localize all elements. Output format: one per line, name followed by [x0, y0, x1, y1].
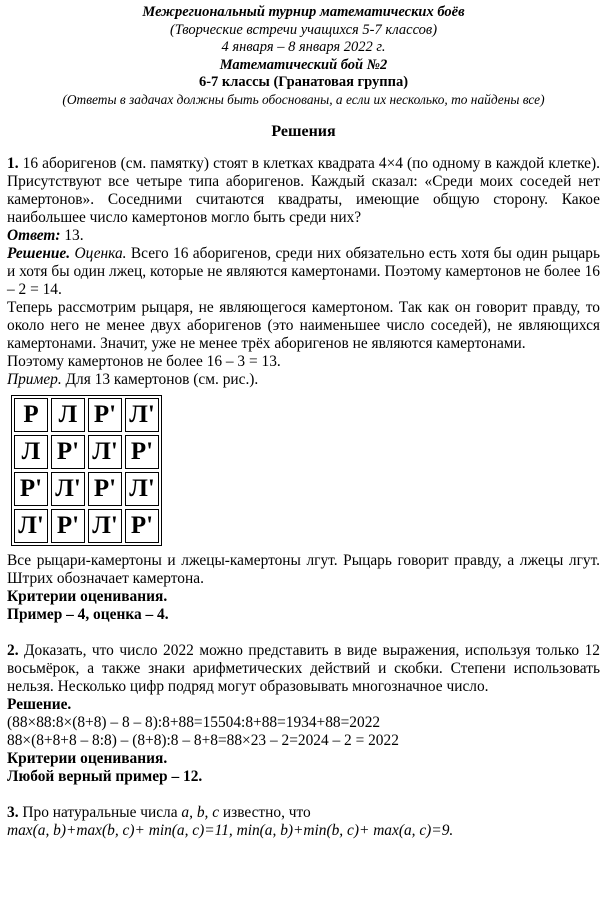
problem-1-criteria-label: Критерии оценивания. — [7, 587, 168, 605]
grid-cell: Р' — [14, 472, 48, 506]
problem-1-example — [7, 371, 600, 389]
problem-1-statement — [7, 155, 600, 227]
grid-cell: Л' — [125, 398, 159, 432]
grid-cell: Р — [14, 398, 48, 432]
example-grid — [11, 395, 162, 546]
example-text: Для 13 камертонов (см. рис.). — [61, 370, 259, 388]
problem-2-criteria: Любой верный пример – 12. — [7, 767, 203, 785]
problem-1-text: 16 аборигенов (см. памятку) стоят в клетках квадрата 4×4 (по одному в каждой клетке). Присутствуют все четыре типа аборигенов. Каждый сказал: «Среди моих соседей нет камертонов». Соседними считаются квадраты, имеющие общую сторону. Какое наибольшее число камертонов могло быть среди них? — [7, 154, 600, 226]
estimate-label: Оценка. — [70, 244, 127, 262]
problem-1-criteria: Пример – 4, оценка – 4. — [7, 605, 169, 623]
tournament-dates: 4 января – 8 января 2022 г. — [221, 39, 386, 55]
problem-2-statement — [7, 642, 600, 696]
problem-2-number: 2. — [7, 641, 19, 659]
problem-3-statement — [7, 804, 600, 822]
grid-cell: Р' — [125, 509, 159, 543]
section-title: Решения — [271, 122, 336, 140]
problem-1-reasoning: Теперь рассмотрим рыцаря, не являющегося камертоном. Так как он говорит правду, то около него не менее двух аборигенов (это наименьшее число соседей), не являющихся камертонами. Значит, уже не менее трёх аборигенов не являются камертонами. — [7, 298, 600, 352]
problem-3-number: 3. — [7, 803, 19, 821]
problem-2-solution-line-2: 88×(8+8+8 – 8:8) – (8+8):8 – 8+8=88×23 – 2=2024 – 2 = 2022 — [7, 731, 399, 749]
spacer — [7, 786, 600, 804]
battle-title: Математический бой №2 — [219, 56, 388, 73]
grid-cell: Р' — [88, 398, 122, 432]
problem-1-answer — [7, 227, 600, 245]
grid-cell: Л' — [125, 472, 159, 506]
grid-cell: Л' — [14, 509, 48, 543]
grid-explanation: Все рыцари-камертоны и лжецы-камертоны лгут. Рыцарь говорит правду, а лжецы лгут. Штрих обозначает камертона. — [7, 551, 600, 587]
problem-2-solution-label: Решение. — [7, 695, 72, 713]
problem-2-criteria-label: Критерии оценивания. — [7, 749, 168, 767]
grid-cell: Л — [51, 398, 85, 432]
grid-cell: Р' — [51, 435, 85, 469]
grid-cell: Л' — [88, 509, 122, 543]
problem-3-formula: max(a, b)+max(b, c)+ min(a, c)=11, min(a, b)+min(b, c)+ max(a, c)=9. — [7, 821, 454, 839]
estimate-text: Всего 16 аборигенов, среди них обязательно есть хотя бы один рыцарь и хотя бы один лжец, которые не являются камертонами. Поэтому камертонов не более 16 – 2 = 14. — [7, 244, 600, 298]
instructions-note: (Ответы в задачах должны быть обоснованы, а если их несколько, то найдены все) — [62, 91, 545, 107]
problem-3-vars: a, b, c — [181, 803, 220, 821]
problem-1-number: 1. — [7, 154, 19, 172]
problem-3-text-end: известно, что — [219, 803, 311, 821]
answer-label: Ответ: — [7, 226, 61, 244]
solution-label: Решение. — [7, 244, 71, 262]
grade-group: 6-7 классы (Гранатовая группа) — [198, 74, 409, 90]
grid-cell: Л' — [88, 435, 122, 469]
problem-2-solution-line-1: (88×88:8×(8+8) – 8 – 8):8+88=15504:8+88=1934+88=2022 — [7, 713, 381, 731]
grid-cell: Р' — [88, 472, 122, 506]
grid-cell: Л' — [51, 472, 85, 506]
tournament-title: Межрегиональный турнир математических боёв — [142, 4, 465, 20]
example-label: Пример. — [7, 370, 62, 388]
problem-1-conclusion: Поэтому камертонов не более 16 – 3 = 13. — [7, 352, 281, 370]
grid-cell: Р' — [51, 509, 85, 543]
problem-2-text: Доказать, что число 2022 можно представить в виде выражения, используя только 12 восьмёрок, а также знаки арифметических действий и скобки. Степени использовать нельзя. Несколько цифр подряд могут образовывать многозначное число. — [7, 641, 600, 695]
problem-1-solution — [7, 245, 600, 299]
answer-value: 13. — [60, 226, 84, 244]
grid-cell: Р' — [125, 435, 159, 469]
problem-3-text: Про натуральные числа — [18, 803, 182, 821]
tournament-subtitle: (Творческие встречи учащихся 5-7 классов) — [169, 21, 438, 38]
spacer — [7, 624, 600, 642]
grid-cell: Л — [14, 435, 48, 469]
